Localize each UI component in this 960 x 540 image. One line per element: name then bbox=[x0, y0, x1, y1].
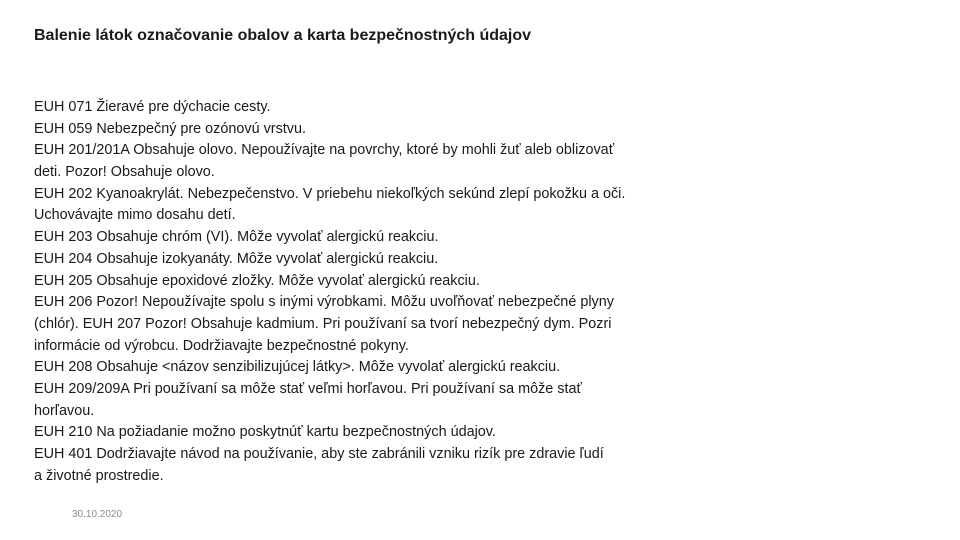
slide-body bbox=[34, 97, 734, 487]
body-line: (chlór). EUH 207 Pozor! Obsahuje kadmium. Pri používaní sa tvorí nebezpečný dym. Pozri bbox=[34, 315, 612, 332]
body-line: EUH 202 Kyanoakrylát. Nebezpečenstvo. V priebehu niekoľkých sekúnd zlepí pokožku a oči. bbox=[34, 185, 626, 202]
body-line: a životné prostredie. bbox=[34, 467, 164, 484]
body-line: EUH 203 Obsahuje chróm (VI). Môže vyvolať alergickú reakciu. bbox=[34, 229, 439, 246]
body-line: EUH 210 Na požiadanie možno poskytnúť kartu bezpečnostných údajov. bbox=[34, 424, 496, 441]
body-line: EUH 208 Obsahuje <názov senzibilizujúcej látky>. Môže vyvolať alergickú reakciu. bbox=[34, 359, 561, 376]
slide-date: 30.10.2020 bbox=[72, 509, 123, 520]
body-line: EUH 401 Dodržiavajte návod na používanie, aby ste zabránili vzniku rizík pre zdravie ľudí bbox=[34, 446, 604, 462]
body-line: Uchovávajte mimo dosahu detí. bbox=[34, 207, 236, 224]
body-line: EUH 205 Obsahuje epoxidové zložky. Môže vyvolať alergickú reakciu. bbox=[34, 272, 480, 289]
body-line: EUH 071 Žieravé pre dýchacie cesty. bbox=[34, 99, 271, 115]
body-line: EUH 204 Obsahuje izokyanáty. Môže vyvolať alergickú reakciu. bbox=[34, 250, 439, 267]
body-line: EUH 201/201A Obsahuje olovo. Nepoužívajte na povrchy, ktoré by mohli žuť aleb oblizovať bbox=[34, 142, 615, 159]
slide-title: Balenie látok označovanie obalov a karta bezpečnostných údajov bbox=[34, 27, 532, 44]
body-line: EUH 206 Pozor! Nepoužívajte spolu s inými výrobkami. Môžu uvoľňovať nebezpečné plyny bbox=[34, 294, 614, 311]
body-line: horľavou. bbox=[34, 402, 95, 419]
body-line: deti. Pozor! Obsahuje olovo. bbox=[34, 164, 215, 181]
body-line: informácie od výrobcu. Dodržiavajte bezpečnostné pokyny. bbox=[34, 337, 409, 354]
body-line: EUH 059 Nebezpečný pre ozónovú vrstvu. bbox=[34, 120, 306, 137]
body-line: EUH 209/209A Pri používaní sa môže stať veľmi horľavou. Pri používaní sa môže stať bbox=[34, 380, 582, 397]
